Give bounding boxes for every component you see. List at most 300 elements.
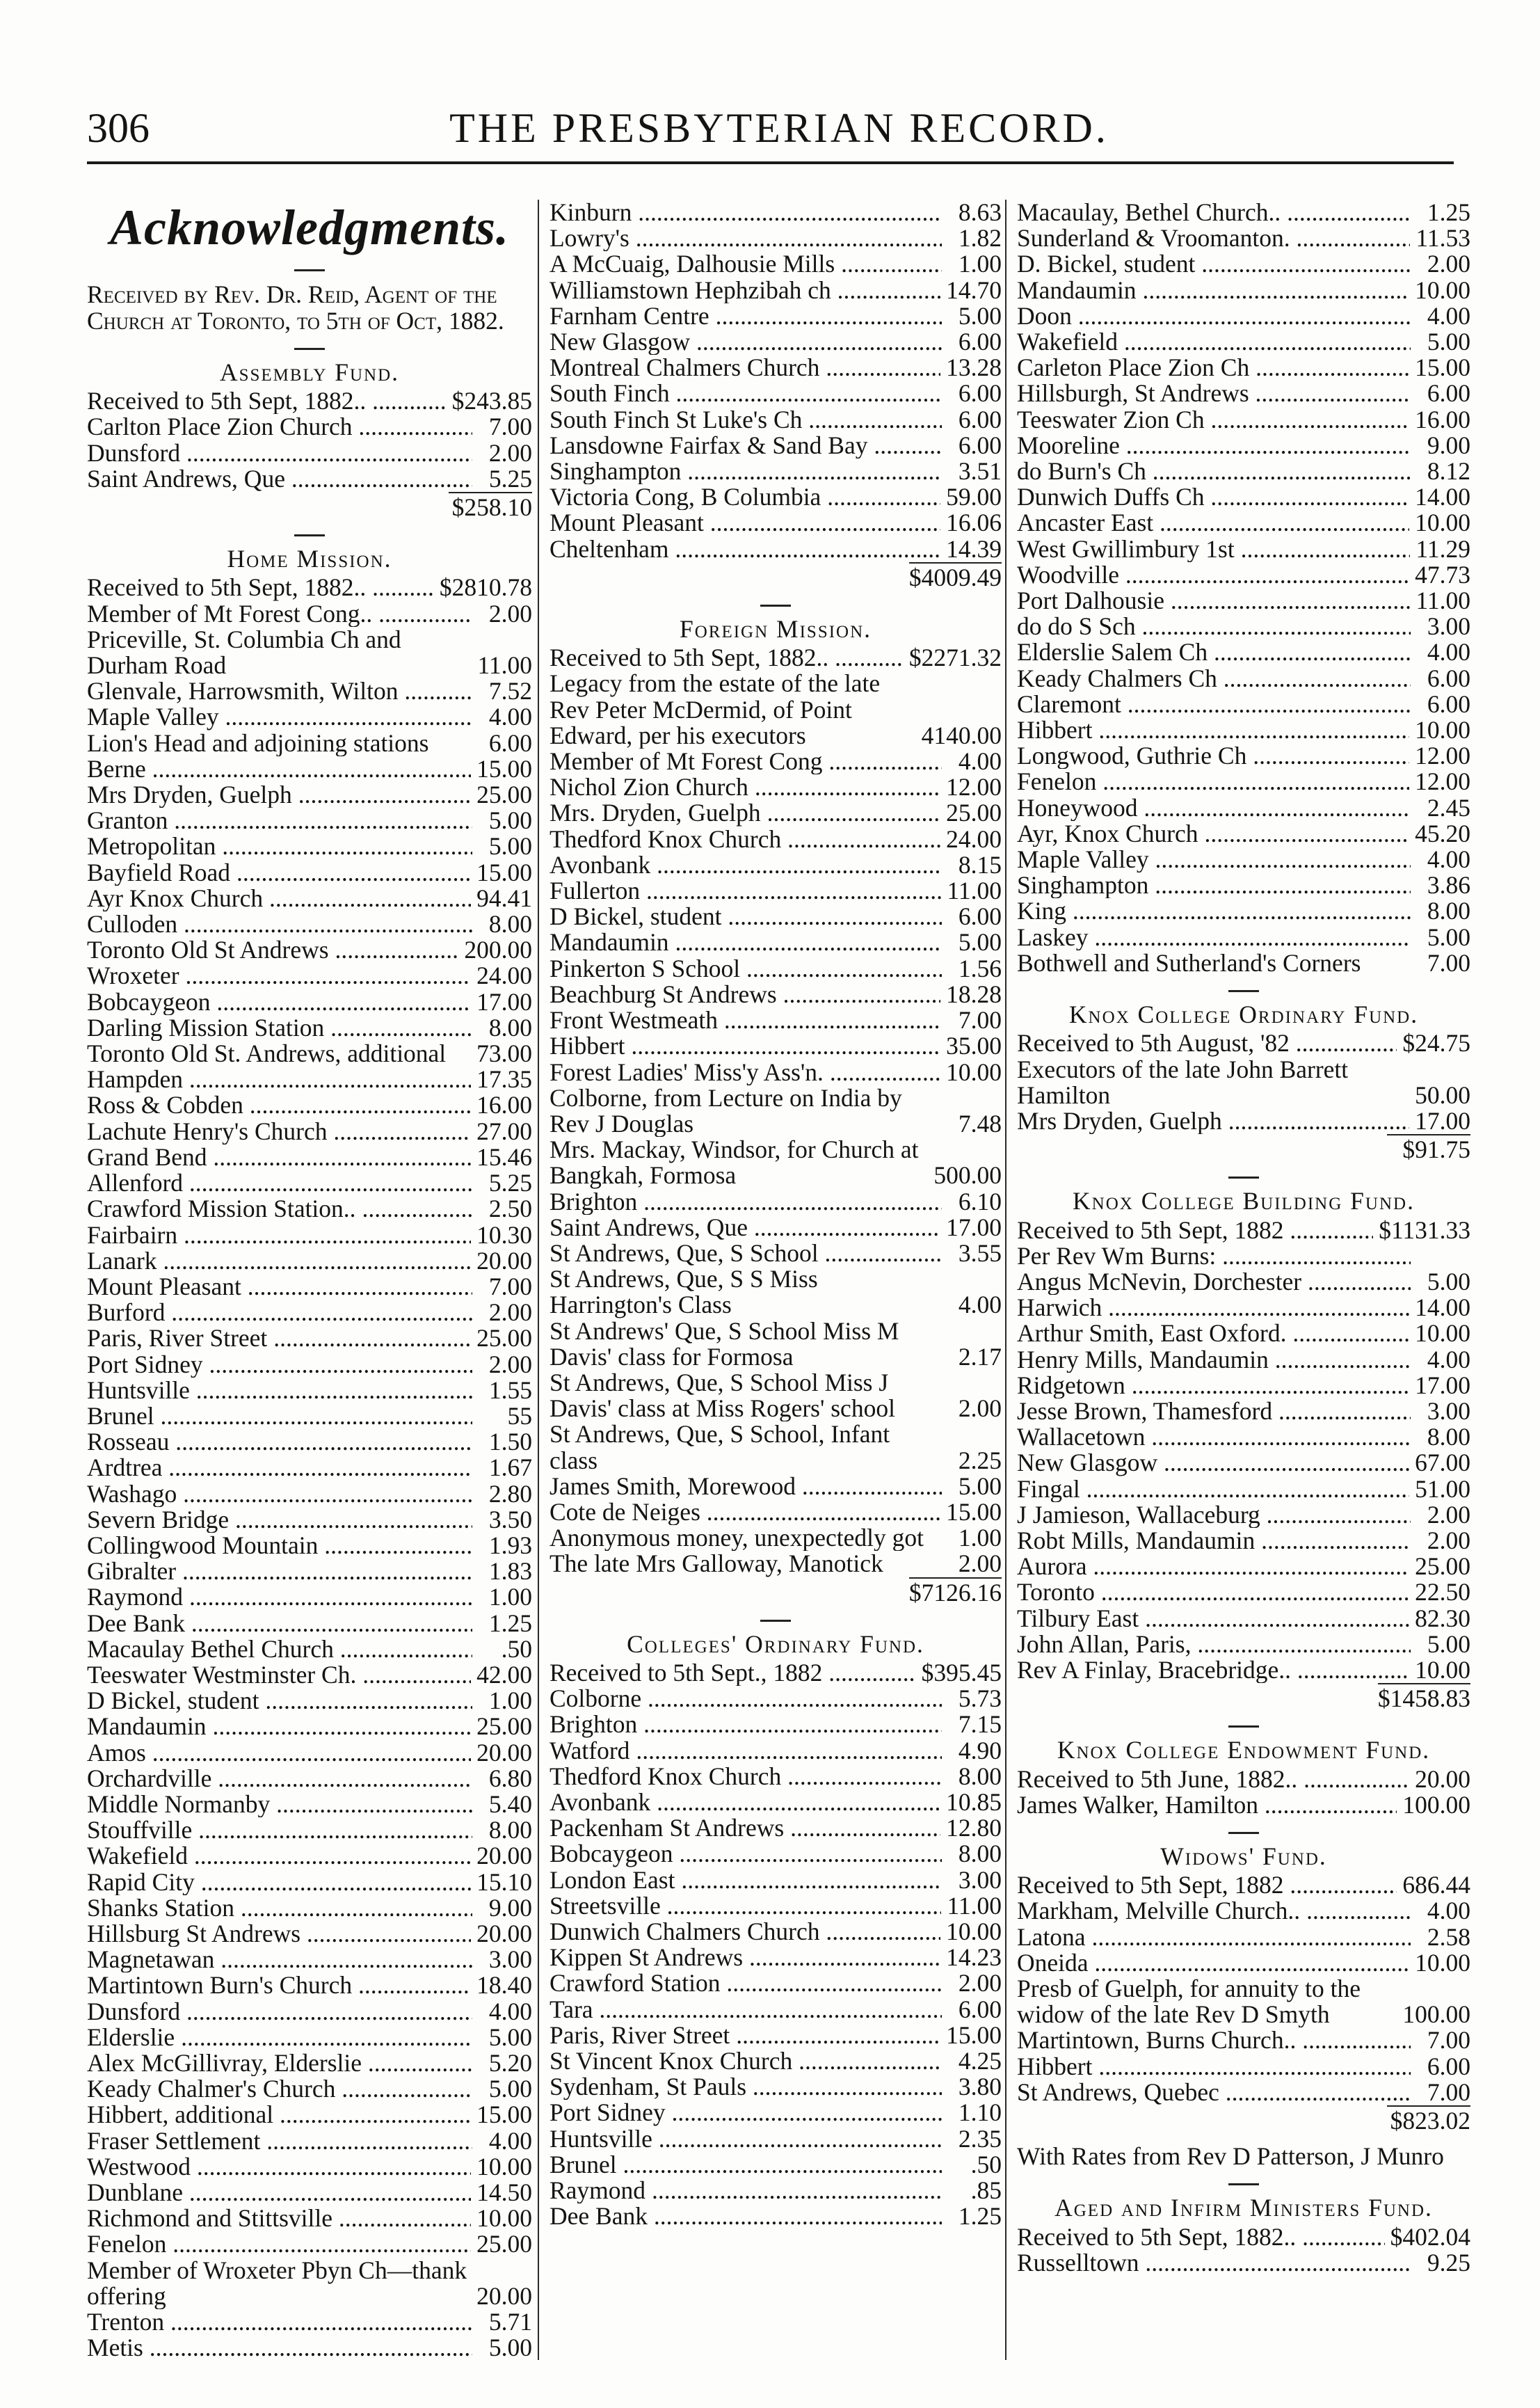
list-item xyxy=(87,627,532,678)
entry-amount: 5.00 xyxy=(488,806,532,835)
list-item xyxy=(87,1558,532,1584)
section-title: Home Mission. xyxy=(227,545,392,573)
entry-label: Maple Valley ..... xyxy=(1017,847,1411,872)
entry-amount: 11.53 xyxy=(1415,224,1470,253)
list-item xyxy=(1017,1030,1470,1056)
list-item xyxy=(550,1370,1002,1421)
entry-amount: 15.00 xyxy=(1415,353,1470,382)
list-item xyxy=(87,1636,532,1662)
entry-amount: 9.25 xyxy=(1427,2248,1470,2277)
entry-amount: 15.00 xyxy=(946,2020,1002,2049)
list-item xyxy=(550,2100,1002,2126)
entry-amount: 15.00 xyxy=(476,754,532,783)
entry-amount: 7.00 xyxy=(1427,2078,1470,2106)
entry-amount: 686.44 xyxy=(1402,1871,1470,1899)
entry-amount: 1.82 xyxy=(958,224,1002,253)
entry-label: Longwood, Guthrie Ch ..... xyxy=(1017,743,1409,769)
list-item xyxy=(550,1712,1002,1737)
list-item xyxy=(87,1352,532,1378)
list-item xyxy=(1017,1373,1470,1398)
entry-amount: .85 xyxy=(970,2176,1002,2205)
entry-amount: 1.25 xyxy=(958,2202,1002,2231)
entry-amount: 4.00 xyxy=(1427,1345,1470,1373)
entry-label: Henry Mills, Mandaumin ..... xyxy=(1017,1347,1411,1373)
entry-amount: $24.75 xyxy=(1402,1029,1470,1058)
list-item xyxy=(1017,717,1470,743)
entry-label: Fenelon ..... xyxy=(1017,769,1409,795)
section-entries xyxy=(1017,1030,1470,1134)
list-item xyxy=(87,414,532,440)
list-item xyxy=(1017,689,1470,718)
entry-amount: 5.00 xyxy=(1427,1629,1470,1658)
entry-amount: 25.00 xyxy=(476,1712,532,1741)
entry-label: Mount Pleasant ..... xyxy=(550,510,940,536)
short-rule xyxy=(1228,990,1259,992)
entry-amount: 5.00 xyxy=(1427,1267,1470,1295)
short-rule xyxy=(1228,1832,1259,1834)
total-amount: $1458.83 xyxy=(1377,1684,1470,1713)
list-item xyxy=(550,381,1002,406)
entry-label: Russelltown ..... xyxy=(1017,2250,1411,2276)
list-item xyxy=(550,303,1002,329)
list-item xyxy=(1017,1976,1470,2027)
entry-amount: 20.00 xyxy=(476,1842,532,1870)
list-item xyxy=(87,937,532,963)
entry-label: Jesse Brown, Thamesford ..... xyxy=(1017,1398,1411,1424)
list-item xyxy=(87,575,532,600)
entry-amount: 12.00 xyxy=(946,773,1002,802)
list-item xyxy=(550,459,1002,484)
list-item xyxy=(87,1843,532,1869)
entry-label: Carlton Place Zion Church ..... xyxy=(87,414,472,440)
section-note: With Rates from Rev D Patterson, J Munro xyxy=(1017,2142,1444,2171)
short-rule xyxy=(760,1620,791,1622)
entry-amount: 5.00 xyxy=(958,301,1002,330)
entry-amount: 14.00 xyxy=(1415,483,1470,511)
entry-label: Bothwell and Sutherland's Corners xyxy=(1017,950,1361,977)
entry-label: Carleton Place Zion Ch ..... xyxy=(1017,355,1409,381)
list-item xyxy=(1017,1502,1470,1528)
entry-label: do Burn's Ch ..... xyxy=(1017,459,1411,484)
entry-label: Magnetawan ..... xyxy=(87,1947,472,1972)
entry-label: Brunel ..... xyxy=(87,1403,472,1429)
short-rule xyxy=(294,534,325,536)
entry-amount: 7.00 xyxy=(1427,948,1470,977)
section-title: Knox College Endowment Fund. xyxy=(1057,1736,1431,1764)
section-title: Aged and Infirm Ministers Fund. xyxy=(1054,2194,1433,2222)
entry-label: Lowry's ..... xyxy=(550,225,942,251)
entry-amount: 2.00 xyxy=(488,438,532,467)
entry-amount: 67.00 xyxy=(1415,1449,1470,1477)
entry-amount: 6.00 xyxy=(1427,689,1470,718)
entry-amount: 3.00 xyxy=(1427,1396,1470,1425)
list-item xyxy=(1017,1108,1470,1134)
entry-amount: 2.58 xyxy=(1427,1922,1470,1951)
list-item xyxy=(550,671,1002,749)
entry-label: Mrs. Dryden, Guelph ..... xyxy=(550,800,940,826)
section-entries xyxy=(550,1660,1002,2229)
entry-amount: 1.00 xyxy=(958,1524,1002,1552)
list-item xyxy=(1017,1924,1470,1950)
list-item xyxy=(1017,2224,1470,2250)
entry-amount: 17.00 xyxy=(476,987,532,1016)
entry-label: Culloden ..... xyxy=(87,911,472,937)
entry-amount: 4.00 xyxy=(1427,1897,1470,1925)
list-item xyxy=(87,1248,532,1274)
list-item xyxy=(1017,872,1470,898)
list-item xyxy=(550,1764,1002,1789)
entry-label: Gibralter ..... xyxy=(87,1558,472,1584)
entry-amount: 1.50 xyxy=(488,1428,532,1456)
entry-label: Honeywood ..... xyxy=(1017,795,1411,821)
entry-label: Victoria Cong, B Columbia ..... xyxy=(550,484,940,510)
list-item xyxy=(87,1766,532,1792)
entry-label: Metis ..... xyxy=(87,2335,472,2361)
entry-amount: 1.83 xyxy=(488,1557,532,1586)
entry-label: Aurora ..... xyxy=(1017,1554,1409,1579)
list-item xyxy=(550,1318,1002,1370)
entry-amount: 9.00 xyxy=(488,1893,532,1922)
entry-amount: 27.00 xyxy=(476,1117,532,1145)
list-item xyxy=(1017,1554,1470,1579)
entry-amount: 5.00 xyxy=(958,928,1002,957)
entry-amount: 200.00 xyxy=(464,936,532,964)
entry-label: Colborne, from Lecture on India by Rev J Douglas xyxy=(550,1085,902,1138)
list-item xyxy=(87,1325,532,1351)
entry-label: St Andrews' Que, S School Miss M Davis' class for Formosa xyxy=(550,1318,899,1370)
list-item xyxy=(87,2180,532,2206)
entry-label: Hillsburgh, St Andrews ..... xyxy=(1017,381,1411,406)
entry-amount: 16.00 xyxy=(476,1091,532,1119)
entry-amount: 4.00 xyxy=(958,747,1002,776)
entry-amount: 50.00 xyxy=(1415,1081,1470,1109)
entry-label: Sunderland & Vroomanton. ..... xyxy=(1017,225,1410,251)
entry-label: Toronto Old St. Andrews, additional xyxy=(87,1041,447,1067)
entry-label: St Andrews, Que, S School ..... xyxy=(550,1241,942,1266)
list-item xyxy=(1017,1321,1470,1346)
short-rule xyxy=(1228,1177,1259,1179)
list-item xyxy=(1017,1792,1470,1818)
entry-amount: 73.00 xyxy=(476,1039,532,1068)
entry-label: Member of Mt Forest Cong.. ..... xyxy=(87,601,472,627)
list-item xyxy=(550,2126,1002,2152)
entry-amount: 6.00 xyxy=(958,1995,1002,2023)
entry-label: Macaulay Bethel Church ..... xyxy=(87,1636,472,1662)
list-item xyxy=(87,1584,532,1610)
entry-label: Bobcaygeon ..... xyxy=(550,1841,942,1867)
list-item xyxy=(1017,381,1470,406)
entry-label: Fairbairn ..... xyxy=(87,1222,471,1248)
entry-label: Packenham St Andrews ..... xyxy=(550,1815,940,1841)
entry-amount: 10.00 xyxy=(1415,1655,1470,1684)
running-title: THE PRESBYTERIAN RECORD. xyxy=(449,105,1109,151)
entry-label: Elderslie Salem Ch ..... xyxy=(1017,639,1411,665)
entry-label: Cheltenham ..... xyxy=(550,536,940,562)
entry-label: Laskey ..... xyxy=(1017,925,1411,950)
entry-amount: 6.00 xyxy=(958,405,1002,433)
short-rule xyxy=(1228,1725,1259,1728)
list-item xyxy=(550,433,1002,459)
list-item xyxy=(550,536,1002,562)
list-item xyxy=(87,2335,532,2361)
entry-label: Brighton ..... xyxy=(550,1189,942,1215)
entry-amount: 14.23 xyxy=(946,1943,1002,1972)
entry-amount: 10.00 xyxy=(946,1058,1002,1086)
list-item xyxy=(550,1266,1002,1318)
entry-amount: .50 xyxy=(970,2150,1002,2178)
entry-label: Brighton ..... xyxy=(550,1712,942,1737)
list-item xyxy=(87,1041,532,1067)
entry-amount: 5.00 xyxy=(488,2334,532,2362)
entry-label: Montreal Chalmers Church ..... xyxy=(550,355,940,381)
entry-label: Anonymous money, unexpectedly got xyxy=(550,1525,924,1552)
section-title: Colleges' Ordinary Fund. xyxy=(627,1629,924,1658)
entry-amount: 12.00 xyxy=(1415,767,1470,796)
list-item xyxy=(550,1007,1002,1033)
list-item xyxy=(87,911,532,937)
entry-amount: 2.00 xyxy=(488,599,532,628)
list-item xyxy=(87,601,532,627)
entry-amount: 6.00 xyxy=(1427,664,1470,692)
entry-amount: $395.45 xyxy=(921,1658,1002,1687)
entry-label: Fullerton ..... xyxy=(550,878,941,904)
list-item xyxy=(550,904,1002,930)
list-item xyxy=(1017,847,1470,872)
section-title: Foreign Mission. xyxy=(679,615,872,644)
entry-amount: 94.41 xyxy=(476,884,532,912)
entry-amount: 25.00 xyxy=(946,799,1002,827)
entry-label: Middle Normanby ..... xyxy=(87,1792,472,1817)
list-item xyxy=(550,1525,1002,1551)
list-item xyxy=(87,886,532,911)
entry-label: St Andrews, Quebec ..... xyxy=(1017,2080,1411,2105)
entry-label: D Bickel, student ..... xyxy=(550,904,942,930)
entry-amount: 15.00 xyxy=(476,858,532,886)
entry-amount: 1.00 xyxy=(958,250,1002,278)
entry-amount: 3.00 xyxy=(958,1865,1002,1894)
entry-label: Saint Andrews, Que ..... xyxy=(550,1215,940,1241)
entry-amount: 1.00 xyxy=(488,1583,532,1611)
entry-amount: 5.40 xyxy=(488,1789,532,1818)
entry-amount: 100.00 xyxy=(1402,1790,1470,1819)
entry-label: John Allan, Paris, ..... xyxy=(1017,1632,1411,1657)
list-item xyxy=(1017,2080,1470,2105)
entry-label: Raymond ..... xyxy=(87,1584,472,1610)
entry-label: Severn Bridge ..... xyxy=(87,1507,472,1533)
entry-amount: 6.00 xyxy=(958,902,1002,931)
list-item xyxy=(1017,795,1470,821)
entry-amount: 42.00 xyxy=(476,1660,532,1689)
entry-label: Westwood ..... xyxy=(87,2154,471,2180)
list-item xyxy=(550,200,1002,225)
entry-label: Mooreline ..... xyxy=(1017,433,1411,459)
entry-label: Dunblane ..... xyxy=(87,2180,471,2206)
list-item xyxy=(87,963,532,989)
entry-amount: 5.73 xyxy=(958,1684,1002,1713)
entry-label: Ardtrea ..... xyxy=(87,1455,472,1481)
list-item xyxy=(1017,1606,1470,1632)
entry-amount: 45.20 xyxy=(1415,819,1470,847)
list-item xyxy=(550,2152,1002,2178)
list-item xyxy=(1017,1295,1470,1321)
entry-label: Darling Mission Station ..... xyxy=(87,1015,472,1041)
entry-amount: 4.00 xyxy=(488,703,532,731)
entry-amount: 17.35 xyxy=(476,1065,532,1094)
column-1-sections xyxy=(87,348,532,2361)
list-item xyxy=(1017,769,1470,795)
entry-amount: 25.00 xyxy=(476,781,532,809)
entry-label: Received to 5th Sept, 1882 ..... xyxy=(1017,1872,1397,1898)
entry-label: James Smith, Morewood ..... xyxy=(550,1474,942,1499)
entry-label: Cote de Neiges ..... xyxy=(550,1499,940,1525)
entry-label: Oneida ..... xyxy=(1017,1950,1409,1976)
list-item xyxy=(1017,1950,1470,1976)
entry-label: do do S Sch ..... xyxy=(1017,614,1411,639)
entry-amount: 35.00 xyxy=(946,1032,1002,1060)
entry-label: Huntsville ..... xyxy=(550,2126,942,2152)
entry-label: Dunwich Chalmers Church ..... xyxy=(550,1919,940,1945)
list-item xyxy=(550,2178,1002,2203)
entry-label: King ..... xyxy=(1017,898,1411,924)
list-item xyxy=(1017,484,1470,510)
column-2-sections xyxy=(550,605,1002,2229)
entry-amount: 18.40 xyxy=(476,1971,532,2000)
entry-label: Fenelon ..... xyxy=(87,2231,471,2257)
column-3-continued-list xyxy=(1017,200,1470,976)
list-item xyxy=(1017,1398,1470,1424)
entry-label: Woodville ..... xyxy=(1017,562,1409,588)
entry-label: Robt Mills, Mandaumin ..... xyxy=(1017,1528,1411,1554)
entry-label: D. Bickel, student ..... xyxy=(1017,251,1411,277)
list-item xyxy=(1017,588,1470,614)
entry-label: Fraser Settlement ..... xyxy=(87,2128,472,2154)
list-item xyxy=(87,1170,532,1196)
entry-label: Crawford Mission Station.. ..... xyxy=(87,1196,472,1222)
list-item xyxy=(550,1137,1002,1188)
entry-amount: 4.00 xyxy=(488,2126,532,2155)
entry-amount: 4.00 xyxy=(1427,638,1470,667)
entry-label: Raymond ..... xyxy=(550,2178,942,2203)
entry-amount: 2.17 xyxy=(958,1342,1002,1371)
list-item xyxy=(87,388,532,414)
list-item xyxy=(87,1455,532,1481)
entry-amount: 10.00 xyxy=(946,1917,1002,1945)
short-rule xyxy=(294,269,325,271)
entry-amount: 24.00 xyxy=(476,962,532,990)
list-item xyxy=(1017,355,1470,381)
list-item xyxy=(87,2258,532,2309)
list-item xyxy=(550,774,1002,800)
entry-label: Keady Chalmer's Church ..... xyxy=(87,2076,472,2102)
entry-amount: 7.00 xyxy=(958,1006,1002,1035)
entry-label: Paris, River Street ..... xyxy=(87,1325,471,1351)
entry-label: Toronto Old St Andrews ..... xyxy=(87,937,458,963)
list-item xyxy=(87,1196,532,1222)
list-item xyxy=(1017,562,1470,588)
list-item xyxy=(550,407,1002,433)
entry-amount: 1.25 xyxy=(488,1609,532,1637)
entry-label: Maple Valley ..... xyxy=(87,704,472,730)
entry-label: Dunwich Duffs Ch ..... xyxy=(1017,484,1409,510)
entry-amount: 3.00 xyxy=(1427,612,1470,641)
page-number: 306 xyxy=(87,105,150,151)
entry-label: Streetsville ..... xyxy=(550,1893,941,1919)
entry-label: Keady Chalmers Ch ..... xyxy=(1017,666,1411,692)
entry-amount: 20.00 xyxy=(1415,1764,1470,1793)
entry-label: Shanks Station ..... xyxy=(87,1895,472,1921)
list-item xyxy=(550,1841,1002,1867)
entry-label: Arthur Smith, East Oxford. ..... xyxy=(1017,1321,1409,1346)
list-item xyxy=(550,1238,1002,1267)
list-item xyxy=(1017,407,1470,433)
entry-amount: 25.00 xyxy=(476,1324,532,1353)
entry-label: Beachburg St Andrews ..... xyxy=(550,982,940,1007)
entry-label: Washago ..... xyxy=(87,1481,472,1507)
list-item xyxy=(550,956,1002,982)
list-item xyxy=(87,1895,532,1921)
entry-amount: 15.00 xyxy=(476,2100,532,2129)
entry-amount: 10.00 xyxy=(1415,1319,1470,1348)
list-item xyxy=(87,1869,532,1895)
column-3 xyxy=(1017,200,1470,2276)
entry-label: Macaulay, Bethel Church.. ..... xyxy=(1017,200,1411,225)
entry-label: Alex McGillivray, Elderslie ..... xyxy=(87,2050,472,2076)
entry-amount: 2.00 xyxy=(488,1350,532,1378)
list-item xyxy=(87,1714,532,1739)
entry-amount: 20.00 xyxy=(476,1246,532,1275)
list-item xyxy=(1017,278,1470,303)
entry-amount: 5.00 xyxy=(488,2075,532,2103)
entry-amount: 8.00 xyxy=(488,910,532,939)
list-item xyxy=(550,1499,1002,1525)
entry-label: J Jamieson, Wallaceburg ..... xyxy=(1017,1502,1411,1528)
entry-label: Brunel ..... xyxy=(550,2152,942,2178)
entry-label: Sydenham, St Pauls ..... xyxy=(550,2074,942,2100)
entry-amount: 10.00 xyxy=(476,2152,532,2180)
list-item xyxy=(550,1919,1002,1945)
entry-label: D Bickel, student ..... xyxy=(87,1688,472,1714)
section-title: Knox College Building Fund. xyxy=(1073,1187,1415,1215)
entry-amount: $243.85 xyxy=(451,387,532,415)
entry-label: Priceville, St. Columbia Ch and Durham Road xyxy=(87,626,401,679)
entry-label: Martintown, Burns Church.. ..... xyxy=(1017,2027,1411,2053)
entry-label: A McCuaig, Dalhousie Mills ..... xyxy=(550,251,942,277)
entry-amount: 11.00 xyxy=(1415,587,1470,615)
list-item xyxy=(550,484,1002,510)
entry-amount: 47.73 xyxy=(1415,560,1470,589)
list-item xyxy=(87,1789,532,1818)
entry-label: Granton ..... xyxy=(87,808,472,834)
total-amount: $258.10 xyxy=(449,492,532,520)
list-item xyxy=(87,1611,532,1636)
list-item xyxy=(550,1970,1002,1996)
list-item xyxy=(1017,925,1470,950)
entry-label: Trenton ..... xyxy=(87,2309,472,2335)
entry-amount: 14.00 xyxy=(1415,1293,1470,1322)
list-item xyxy=(87,1403,532,1429)
list-item xyxy=(1017,1872,1470,1898)
entry-label: Bayfield Road ..... xyxy=(87,860,471,886)
entry-label: Claremont ..... xyxy=(1017,692,1411,717)
entry-label: Mrs. Mackay, Windsor, for Church at Bangkah, Formosa xyxy=(550,1137,919,1189)
entry-amount: 7.00 xyxy=(1427,2026,1470,2055)
list-item xyxy=(1017,1215,1470,1244)
entry-label: Richmond and Stittsville ..... xyxy=(87,2206,471,2231)
entry-label: Bobcaygeon ..... xyxy=(87,989,471,1015)
entry-label: Tara ..... xyxy=(550,1997,942,2023)
list-item xyxy=(550,251,1002,277)
entry-label: Huntsville ..... xyxy=(87,1378,472,1403)
